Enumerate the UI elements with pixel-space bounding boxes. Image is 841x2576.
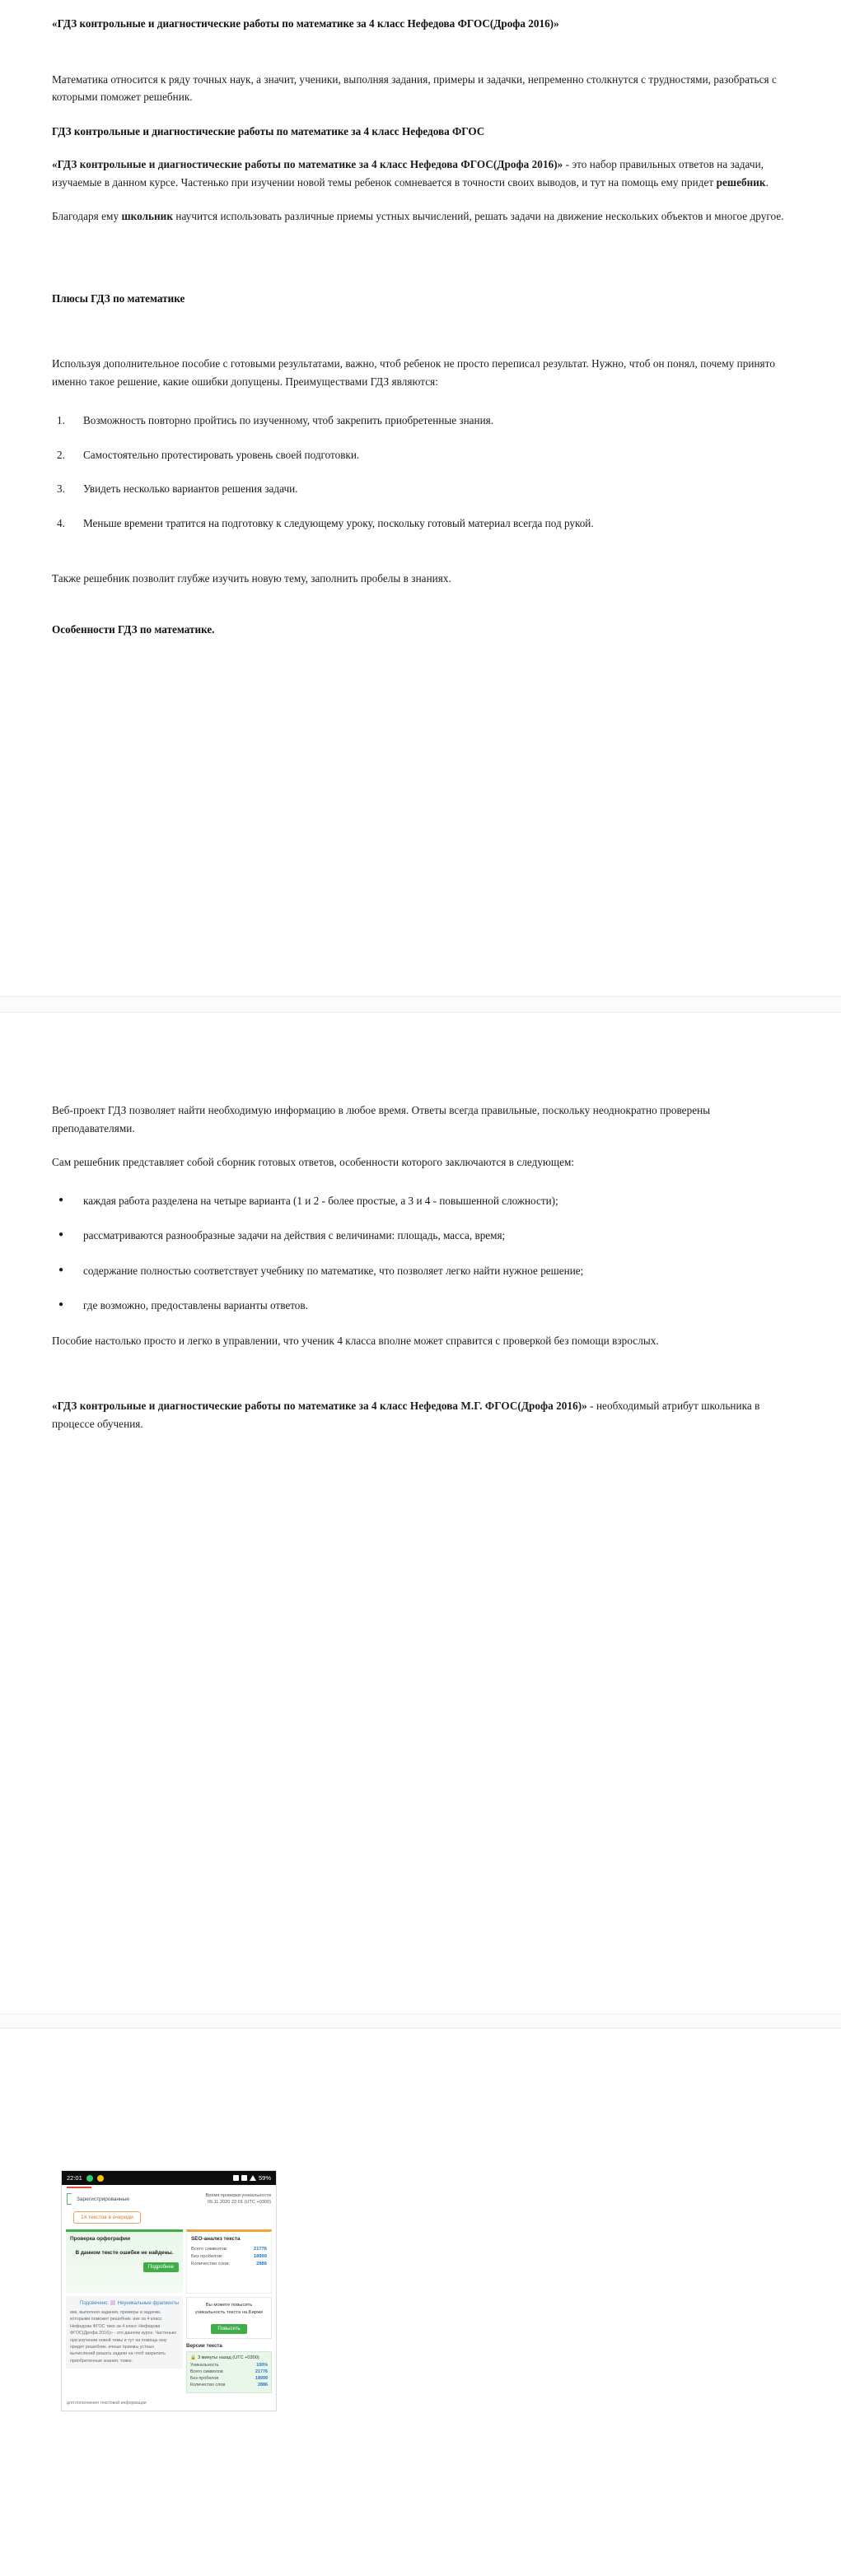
version-row-label: Количество слов (190, 2383, 226, 2387)
benefit-lead: Благодаря ему (52, 210, 122, 222)
status-time: 22:01 (67, 2174, 82, 2182)
solver-intro-paragraph: Сам решебник представляет собой сборник готовых ответов, особенности которого заключаются в следующем: (52, 1156, 575, 1168)
section-divider-1 (0, 996, 841, 1013)
list-item: ● каждая работа разделена на четыре варианта (1 и 2 - более простые, а 3 и 4 - повышенной сложности); (52, 1192, 790, 1210)
right-column (186, 2229, 272, 2393)
emoji-icon (97, 2175, 104, 2182)
screenshot-columns (62, 2227, 276, 2397)
version-row-value: 2886 (258, 2383, 268, 2387)
spellcheck-result: В данном тексте ошибки не найдены. (75, 2250, 174, 2256)
embedded-screenshot (61, 2170, 277, 2411)
definition-paragraph (52, 156, 790, 191)
signal-icon (241, 2175, 247, 2181)
version-row-value: 21776 (255, 2369, 268, 2374)
advantages-list (52, 412, 790, 532)
version-time: 3 минуты назад (UTC +0300) (197, 2355, 259, 2360)
highlight-link[interactable]: Подсвечено: (80, 2301, 110, 2306)
highlight-panel (66, 2296, 183, 2369)
list-item: Самостоятельно протестировать уровень своей подготовки. (83, 448, 360, 461)
seo-row (191, 2262, 267, 2266)
lock-icon: 🔒 (190, 2355, 196, 2360)
version-row (190, 2376, 268, 2381)
registered-label: Зарегистрированные (77, 2196, 129, 2202)
seo-row-label: Без пробелов: (191, 2254, 223, 2259)
seo-row-label: Количество слов: (191, 2262, 231, 2266)
legend-swatch-icon (110, 2300, 115, 2305)
web-project-paragraph: Веб-проект ГДЗ позволяет найти необходимую информацию в любое время. Ответы всегда правильные, поскольку неоднократно проверены преподавателями. (52, 1104, 711, 1134)
seo-row (191, 2254, 267, 2259)
battery-level: 59% (258, 2174, 271, 2182)
conclusion-paragraph (52, 1397, 790, 1432)
version-header (190, 2355, 268, 2360)
benefit-body: научится использовать различные приемы устных вычислений, решать задачи на движение нескольких объектов и многое другое. (172, 210, 784, 222)
version-row-label: Уникальность (190, 2363, 219, 2368)
section-heading-3: Особенности ГДЗ по математике. (52, 622, 215, 636)
version-row-label: Всего символов (190, 2369, 223, 2374)
version-row (190, 2383, 268, 2387)
list-item: Возможность повторно пройтись по изученному, чтоб закрепить приобретенные знания. (83, 414, 494, 426)
definition-title: «ГДЗ контрольные и диагностические работы по математике за 4 класс Нефедова ФГОС(Дрофа 2016)» (52, 158, 563, 170)
section-heading-1: ГДЗ контрольные и диагностические работы по математике за 4 класс Нефедова ФГОС (52, 124, 485, 137)
version-row (190, 2369, 268, 2374)
highlight-legend (70, 2300, 179, 2306)
queue-badge[interactable]: 14 текстов в очереди (73, 2211, 141, 2224)
phone-status-bar (62, 2171, 276, 2185)
boost-button[interactable]: Повысить (211, 2324, 246, 2334)
seo-row-label: Всего символов: (191, 2247, 228, 2252)
advantages-intro-paragraph: Используя дополнительное пособие с готовыми результатами, важно, чтоб ребенок не просто переписал результат. Нужно, чтоб он понял, почему принято именно такое решение, какие ошибки допущены. Преимуществами ГДЗ являются: (52, 357, 775, 388)
highlight-text: ики, выполняя задания, примеры и задачки, которыми поможет решебник. ике за 4 класс Нефедова ФГОС тике за 4 класс Нефедова ФГОС(Дрофа 2016)» - это данном курсе. Частенько при изучении новой темы и тут на помощь ему придет решебник. ичные приемы устных вычислений решать задачи на чтоб закрепить приобретенные знания. товки. (70, 2310, 177, 2364)
seo-row-value: 21776 (253, 2247, 267, 2252)
left-column (66, 2229, 183, 2369)
definition-body: - это набор правильных ответов на задачи, изучаемые в данном курсе. Частенько при изучении новой темы ребенок сомневается в точности своих выводов, и тут на помощь ему придет (52, 158, 764, 189)
version-row-value: 100% (256, 2363, 268, 2368)
version-row-value: 18999 (255, 2376, 268, 2381)
version-entry (186, 2351, 272, 2393)
definition-tail: . (765, 175, 769, 189)
spellcheck-details-button[interactable]: Подробнее (143, 2262, 179, 2272)
spellcheck-title: Проверка орфографии (70, 2236, 131, 2242)
usability-paragraph: Пособие настолько просто и легко в управлении, что ученик 4 класса вполне может справится с проверкой без помощи взрослых. (52, 1334, 659, 1347)
versions-title: Версии текста (186, 2343, 222, 2349)
conclusion-body: - необходимый атрибут школьника в процессе обучения. (52, 1400, 760, 1430)
closing-paragraph-1: Также решебник позволит глубже изучить новую тему, заполнить пробелы в знаниях. (52, 572, 451, 585)
list-item: ● где возможно, предоставлены варианты ответов. (52, 1297, 790, 1315)
check-time-label: Время проверки уникальности 09.11.2020 22:01 (UTC +0300) (205, 2193, 271, 2205)
list-item: ● рассматриваются разнообразные задачи на действия с величинами: площадь, масса, время; (52, 1227, 790, 1245)
features-list (52, 1192, 790, 1315)
spellcheck-card (66, 2229, 183, 2293)
screenshot-toolbar (62, 2188, 276, 2208)
list-item: Увидеть несколько вариантов решения задачи. (83, 482, 298, 495)
page-title: «ГДЗ контрольные и диагностические работы по математике за 4 класс Нефедова ФГОС(Дрофа 2016)» (52, 17, 559, 30)
content-block-3 (0, 2029, 841, 2576)
content-block-2 (0, 1013, 841, 2014)
seo-analysis-card (186, 2229, 272, 2294)
highlight-legend-label: Неуникальные фрагменты (117, 2301, 179, 2306)
seo-row (191, 2247, 267, 2252)
screenshot-footnote: для пополнения текстовой информации (67, 2401, 147, 2406)
spacer (52, 548, 790, 570)
volume-icon (233, 2175, 239, 2181)
seo-title: SEO-анализ текста (191, 2236, 241, 2242)
benefit-paragraph (52, 207, 790, 226)
battery-icon (250, 2175, 256, 2181)
boost-title: Вы можете повысить уникальность текста на Бирже (194, 2303, 264, 2315)
seo-row-value: 2886 (256, 2262, 267, 2266)
spacer (52, 242, 790, 290)
version-row-label: Без пробелов (190, 2376, 219, 2381)
section-heading-2: Плюсы ГДЗ по математике (52, 291, 185, 305)
whatsapp-icon (86, 2175, 93, 2182)
intro-paragraph: Математика относится к ряду точных наук, а значит, ученики, выполняя задания, примеры и задачки, непременно столкнутся с трудностями, разобраться с которыми поможет решебник. (52, 72, 777, 103)
status-right-group (233, 2174, 271, 2182)
seo-row-value: 18999 (253, 2254, 267, 2259)
conclusion-title: «ГДЗ контрольные и диагностические работы по математике за 4 класс Нефедова М.Г. ФГОС(Дрофа 2016)» (52, 1400, 587, 1412)
bracket-icon (67, 2193, 72, 2205)
section-divider-2 (0, 2014, 841, 2029)
definition-keyword: решебник (716, 175, 766, 189)
boost-panel (186, 2297, 272, 2339)
list-item: ● содержание полностью соответствует учебнику по математике, что позволяет легко найти нужное решение; (52, 1262, 790, 1280)
content-block-1 (0, 0, 841, 996)
version-row (190, 2363, 268, 2368)
list-item: Меньше времени тратится на подготовку к следующему уроку, поскольку готовый материал всегда под рукой. (83, 516, 594, 529)
benefit-keyword: школьник (121, 210, 173, 222)
